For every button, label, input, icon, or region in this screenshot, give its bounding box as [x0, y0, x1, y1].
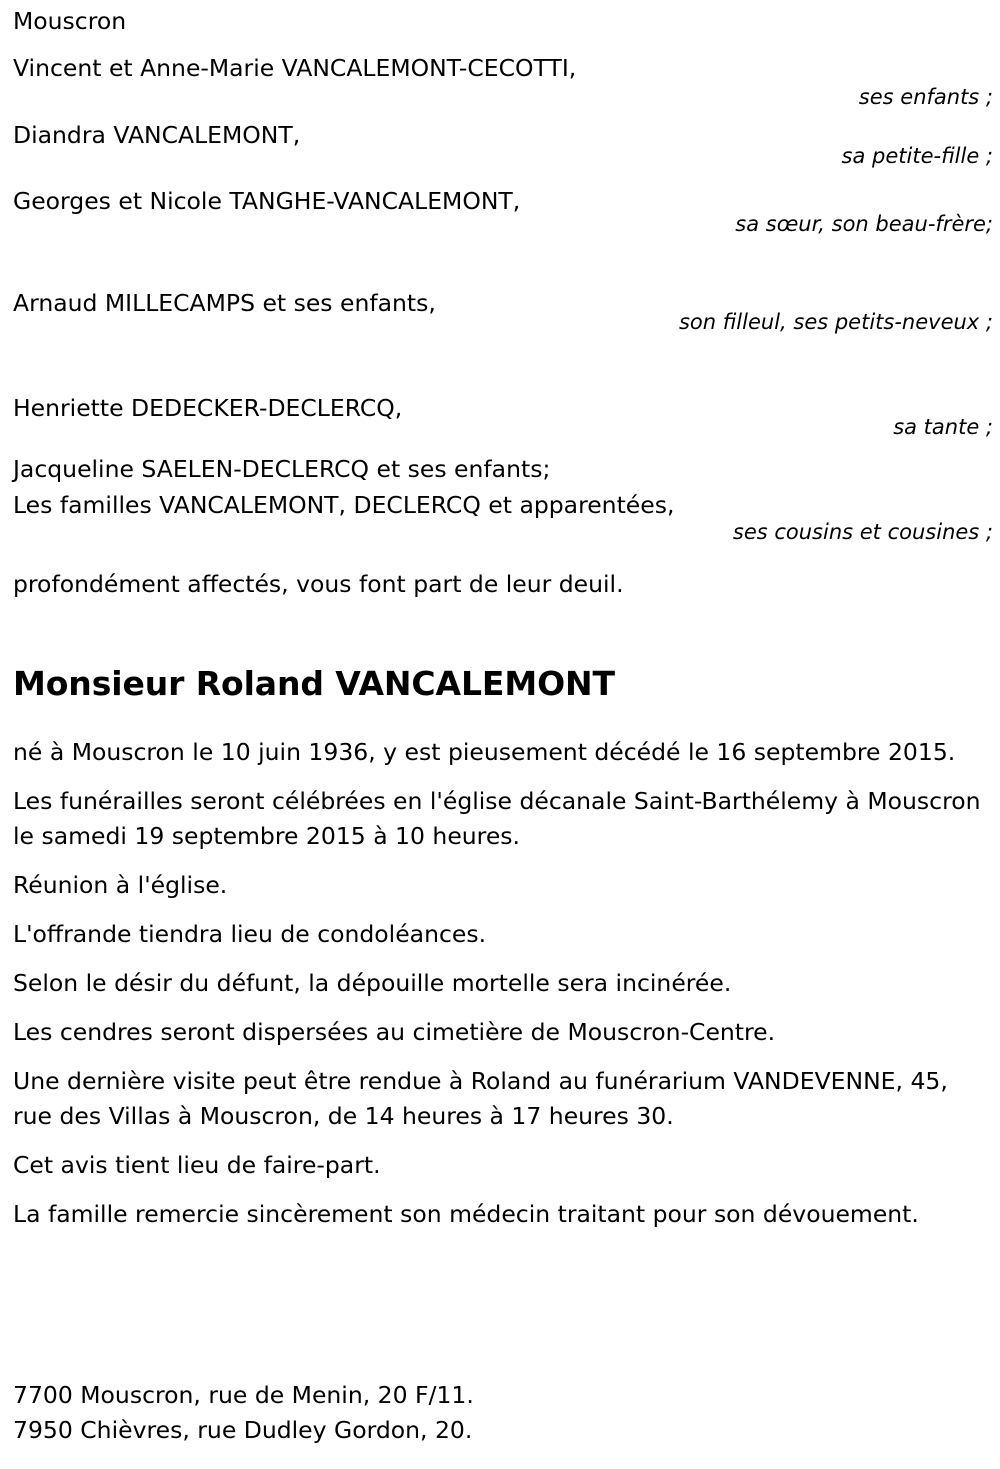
survivor-name-line: Les familles VANCALEMONT, DECLERCQ et apparentées, [13, 491, 675, 519]
announcement-paragraph: La famille remercie sincèrement son médecin traitant pour son dévouement. [13, 1200, 919, 1228]
survivor-name-line: Henriette DEDECKER-DECLERCQ, [13, 394, 403, 422]
relationship-label: ses cousins et cousines ; [732, 520, 993, 544]
announcement-paragraph: Une dernière visite peut être rendue à Roland au funérarium VANDEVENNE, 45, rue des Villas à Mouscron, de 14 heures à 17 heures 30. [13, 1067, 948, 1130]
announcement-paragraph: Les funérailles seront célébrées en l'église décanale Saint-Barthélemy à Mouscron le samedi 19 septembre 2015 à 10 heures. [13, 787, 981, 850]
survivor-name-line: Georges et Nicole TANGHE-VANCALEMONT, [13, 187, 521, 215]
deceased-name-heading: Monsieur Roland VANCALEMONT [13, 664, 615, 704]
relationship-label: ses enfants ; [858, 85, 993, 109]
survivor-name-line: Diandra VANCALEMONT, [13, 121, 301, 149]
mourning-statement: profondément affectés, vous font part de leur deuil. [13, 570, 624, 598]
locality-header: Mouscron [13, 7, 127, 35]
survivor-name-line: Arnaud MILLECAMPS et ses enfants, [13, 289, 436, 317]
announcement-paragraph: Les cendres seront dispersées au cimetière de Mouscron-Centre. [13, 1018, 776, 1046]
survivor-name-line: Jacqueline SAELEN-DECLERCQ et ses enfants; [13, 455, 551, 483]
announcement-paragraph: L'offrande tiendra lieu de condoléances. [13, 920, 487, 948]
address-line: 7700 Mouscron, rue de Menin, 20 F/11. [13, 1381, 474, 1409]
announcement-paragraph: né à Mouscron le 10 juin 1936, y est pieusement décédé le 16 septembre 2015. [13, 738, 956, 766]
announcement-paragraph: Selon le désir du défunt, la dépouille mortelle sera incinérée. [13, 969, 732, 997]
address-section [13, 1378, 988, 1448]
survivor-name-line: Vincent et Anne-Marie VANCALEMONT-CECOTTI, [13, 54, 577, 82]
announcement-paragraph: Réunion à l'église. [13, 871, 228, 899]
address-line: 7950 Chièvres, rue Dudley Gordon, 20. [13, 1416, 473, 1444]
relationship-label: sa tante ; [893, 415, 993, 439]
survivors-section [0, 0, 1000, 612]
announcement-section [13, 735, 988, 1232]
relationship-label: son filleul, ses petits-neveux ; [678, 310, 993, 334]
announcement-paragraph: Cet avis tient lieu de faire-part. [13, 1151, 381, 1179]
relationship-label: sa sœur, son beau-frère; [735, 212, 993, 236]
relationship-label: sa petite-fille ; [841, 144, 993, 168]
